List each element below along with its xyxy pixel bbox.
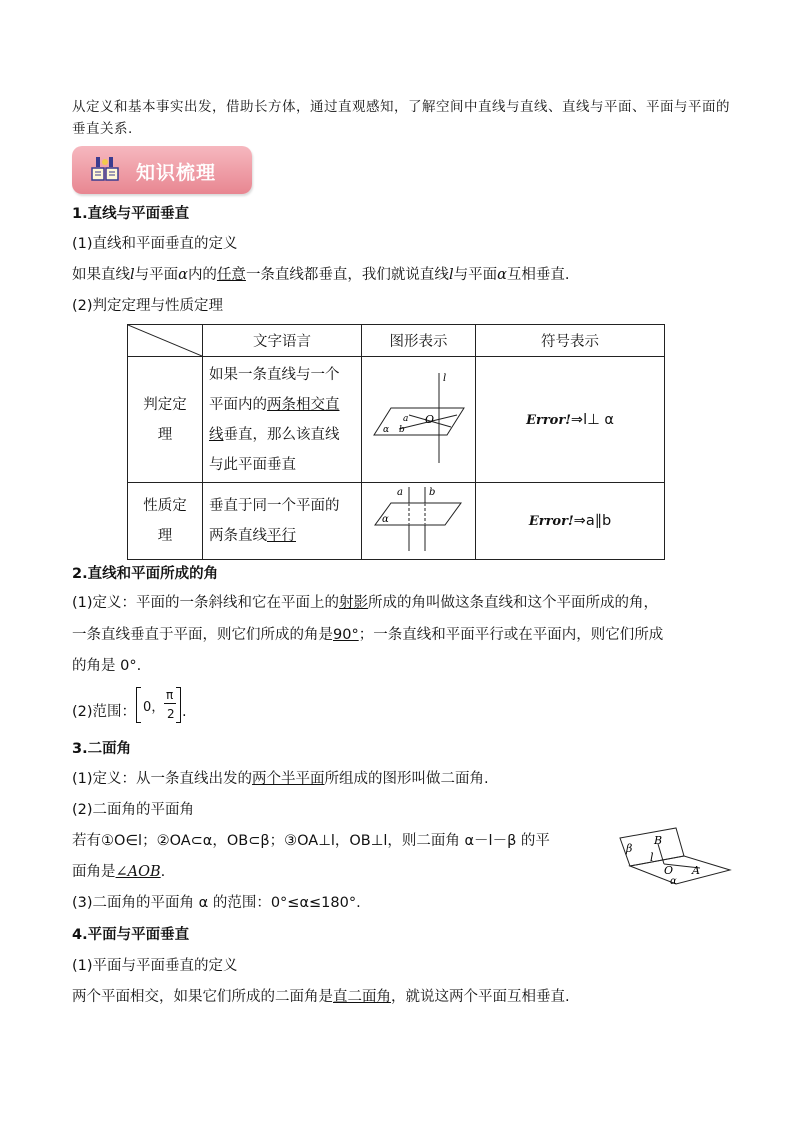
svg-text:l: l xyxy=(442,372,446,384)
s3-condition-line1: 若有①O∈l；②OA⊂α，OB⊂β；③OA⊥l，OB⊥l，则二面角 α－l－β 的平 xyxy=(72,833,550,849)
svg-text:α: α xyxy=(381,514,389,525)
row-property-symbol: Error!⇒a∥b xyxy=(476,483,665,560)
section-4-heading: 4.平面与平面垂直 xyxy=(72,927,190,943)
svg-text:A: A xyxy=(692,864,700,877)
svg-text:a: a xyxy=(402,413,408,424)
s4-sub1: (1)平面与平面垂直的定义 xyxy=(72,958,238,974)
section-1-heading: 1.直线与平面垂直 xyxy=(72,206,190,222)
header-figure: 图形表示 xyxy=(362,325,476,357)
parallel-lines-figure xyxy=(369,483,469,555)
svg-text:b: b xyxy=(428,487,435,498)
s1-sub2: (2)判定定理与性质定理 xyxy=(72,298,224,314)
section-2-heading: 2.直线和平面所成的角 xyxy=(72,566,219,582)
svg-text:O: O xyxy=(424,412,434,426)
s4-definition: 两个平面相交，如果它们所成的二面角是直二面角，就说这两个平面互相垂直. xyxy=(72,989,570,1005)
row-judgment-symbol: Error!⇒l⊥ α xyxy=(476,357,665,483)
s2-definition-line2: 一条直线垂直于平面，则它们所成的角是90°；一条直线和平面平行或在平面内，则它们所成 xyxy=(72,627,664,643)
perpendicular-plane-figure xyxy=(369,363,469,473)
theorem-table xyxy=(127,324,665,560)
book-icon xyxy=(90,154,120,184)
row-judgment-text: 如果一条直线与一个 平面内的两条相交直 线垂直，那么该直线 与此平面垂直 xyxy=(203,357,362,483)
range-interval: 0， π 2 xyxy=(136,687,182,723)
row-property-text: 垂直于同一个平面的 两条直线平行 xyxy=(203,483,362,560)
section-3-heading: 3.二面角 xyxy=(72,741,132,757)
row-property-label: 性质定 理 xyxy=(128,483,203,560)
s1-sub1: (1)直线和平面垂直的定义 xyxy=(72,236,238,252)
s3-sub2: (2)二面角的平面角 xyxy=(72,802,195,818)
s2-definition-line1: (1)定义：平面的一条斜线和它在平面上的射影所成的角叫做这条直线和这个平面所成的角， xyxy=(72,595,659,611)
svg-text:α: α xyxy=(382,424,389,435)
svg-text:l: l xyxy=(650,851,654,864)
row-judgment-label: 判定定 理 xyxy=(128,357,203,483)
s1-definition: 如果直线l与平面α内的任意一条直线都垂直，我们就说直线l与平面α互相垂直. xyxy=(72,267,570,283)
s3-definition: (1)定义：从一条直线出发的两个半平面所组成的图形叫做二面角. xyxy=(72,771,489,787)
dihedral-angle-figure xyxy=(618,826,734,888)
s3-sub3: (3)二面角的平面角 α 的范围：0°≤α≤180°. xyxy=(72,895,361,911)
s3-condition-line2: 面角是∠AOB. xyxy=(72,864,166,880)
row-property-figure xyxy=(362,483,476,560)
header-symbol: 符号表示 xyxy=(476,325,665,357)
svg-text:a: a xyxy=(396,487,403,498)
header-text-language: 文字语言 xyxy=(203,325,362,357)
s2-range: (2)范围： 0， π 2 . xyxy=(72,688,187,721)
table-corner xyxy=(128,325,203,357)
svg-text:b: b xyxy=(398,424,405,435)
banner-title: 知识梳理 xyxy=(136,162,217,184)
svg-text:β: β xyxy=(626,842,633,855)
svg-text:α: α xyxy=(670,876,677,887)
svg-text:B: B xyxy=(654,834,663,847)
intro-paragraph: 从定义和基本事实出发，借助长方体，通过直观感知，了解空间中直线与直线、直线与平面、平面与平面的垂直关系. xyxy=(72,99,730,137)
svg-text:O: O xyxy=(664,864,674,877)
row-judgment-figure xyxy=(362,357,476,483)
s2-definition-line3: 的角是 0°. xyxy=(72,658,142,674)
section-banner xyxy=(72,146,252,194)
